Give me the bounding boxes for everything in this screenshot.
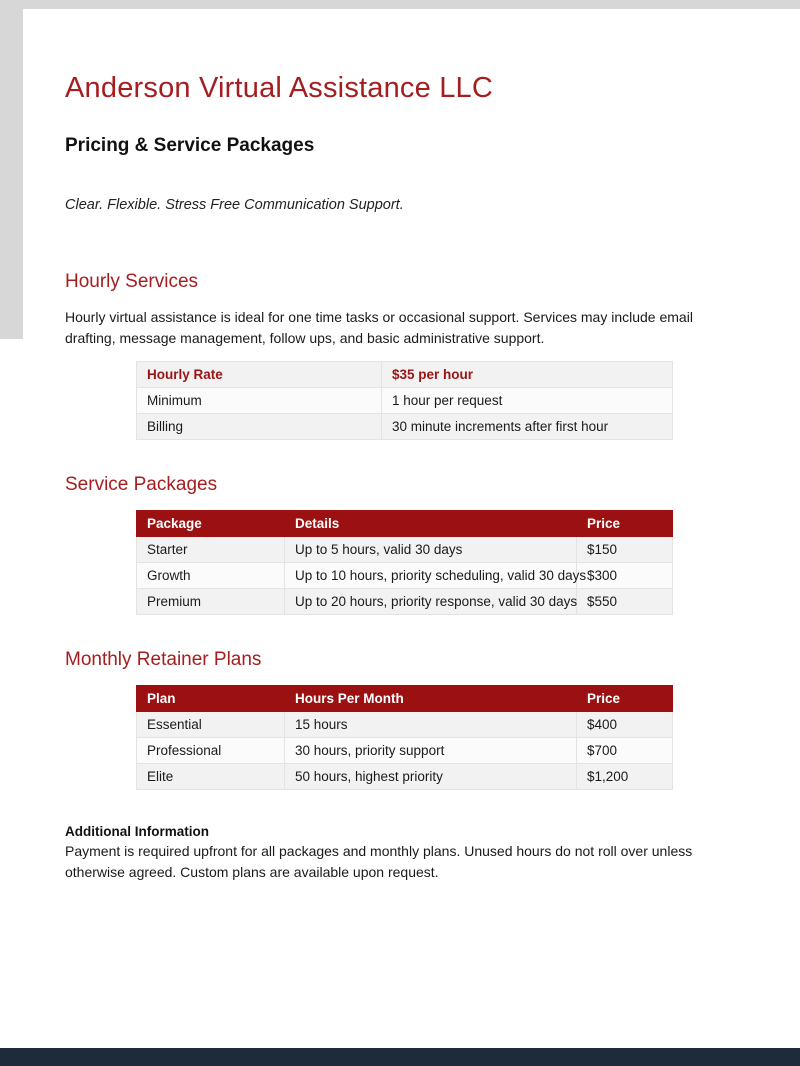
table-cell: Professional (137, 738, 285, 764)
table-cell: $550 (577, 589, 673, 615)
table-cell: $700 (577, 738, 673, 764)
additional-information-section (65, 824, 732, 883)
additional-information-body: Payment is required upfront for all packages and monthly plans. Unused hours do not roll over unless otherwise agreed. Custom plans are available upon request. (65, 843, 693, 880)
hourly-services-description: Hourly virtual assistance is ideal for one time tasks or occasional support. Services may include email drafting, message management, follow ups, and basic administrative support. (65, 309, 693, 346)
table-cell: Premium (137, 589, 285, 615)
table-row (137, 388, 673, 414)
table-cell: Hourly Rate (137, 362, 382, 388)
table-cell: Growth (137, 563, 285, 589)
column-header: Hours Per Month (285, 686, 577, 712)
table-row (137, 589, 673, 615)
tagline: Clear. Flexible. Stress Free Communication Support. (65, 197, 404, 213)
table-cell: 30 minute increments after first hour (382, 414, 673, 440)
table-cell: Billing (137, 414, 382, 440)
table-cell: Up to 10 hours, priority scheduling, valid 30 days (285, 563, 577, 589)
table-row (137, 712, 673, 738)
table-cell: Up to 20 hours, priority response, valid 30 days (285, 589, 577, 615)
table-cell: 1 hour per request (382, 388, 673, 414)
column-header: Plan (137, 686, 285, 712)
monthly-retainer-heading: Monthly Retainer Plans (65, 649, 262, 670)
column-header: Details (285, 511, 577, 537)
column-header: Package (137, 511, 285, 537)
column-header: Price (577, 511, 673, 537)
table-header-row (137, 511, 673, 537)
table-cell: $300 (577, 563, 673, 589)
hourly-services-heading: Hourly Services (65, 271, 199, 292)
next-page-edge (0, 1048, 800, 1066)
table-cell: $1,200 (577, 764, 673, 790)
table-cell: $400 (577, 712, 673, 738)
table-cell: 50 hours, highest priority (285, 764, 577, 790)
table-cell: Elite (137, 764, 285, 790)
table-cell: 30 hours, priority support (285, 738, 577, 764)
service-packages-table (136, 510, 673, 615)
table-cell: Starter (137, 537, 285, 563)
additional-information-heading: Additional Information (65, 824, 209, 839)
table-row (137, 738, 673, 764)
table-row (137, 537, 673, 563)
table-cell: Minimum (137, 388, 382, 414)
table-row (137, 362, 673, 388)
table-header-row (137, 686, 673, 712)
company-title: Anderson Virtual Assistance LLC (65, 72, 494, 104)
monthly-retainer-table (136, 685, 673, 790)
hourly-rate-table (136, 361, 673, 440)
document-subtitle: Pricing & Service Packages (65, 135, 315, 156)
table-cell: 15 hours (285, 712, 577, 738)
column-header: Price (577, 686, 673, 712)
service-packages-heading: Service Packages (65, 474, 218, 495)
table-cell: $150 (577, 537, 673, 563)
table-cell: $35 per hour (382, 362, 673, 388)
table-row (137, 414, 673, 440)
table-row (137, 563, 673, 589)
table-cell: Essential (137, 712, 285, 738)
table-row (137, 764, 673, 790)
table-cell: Up to 5 hours, valid 30 days (285, 537, 577, 563)
